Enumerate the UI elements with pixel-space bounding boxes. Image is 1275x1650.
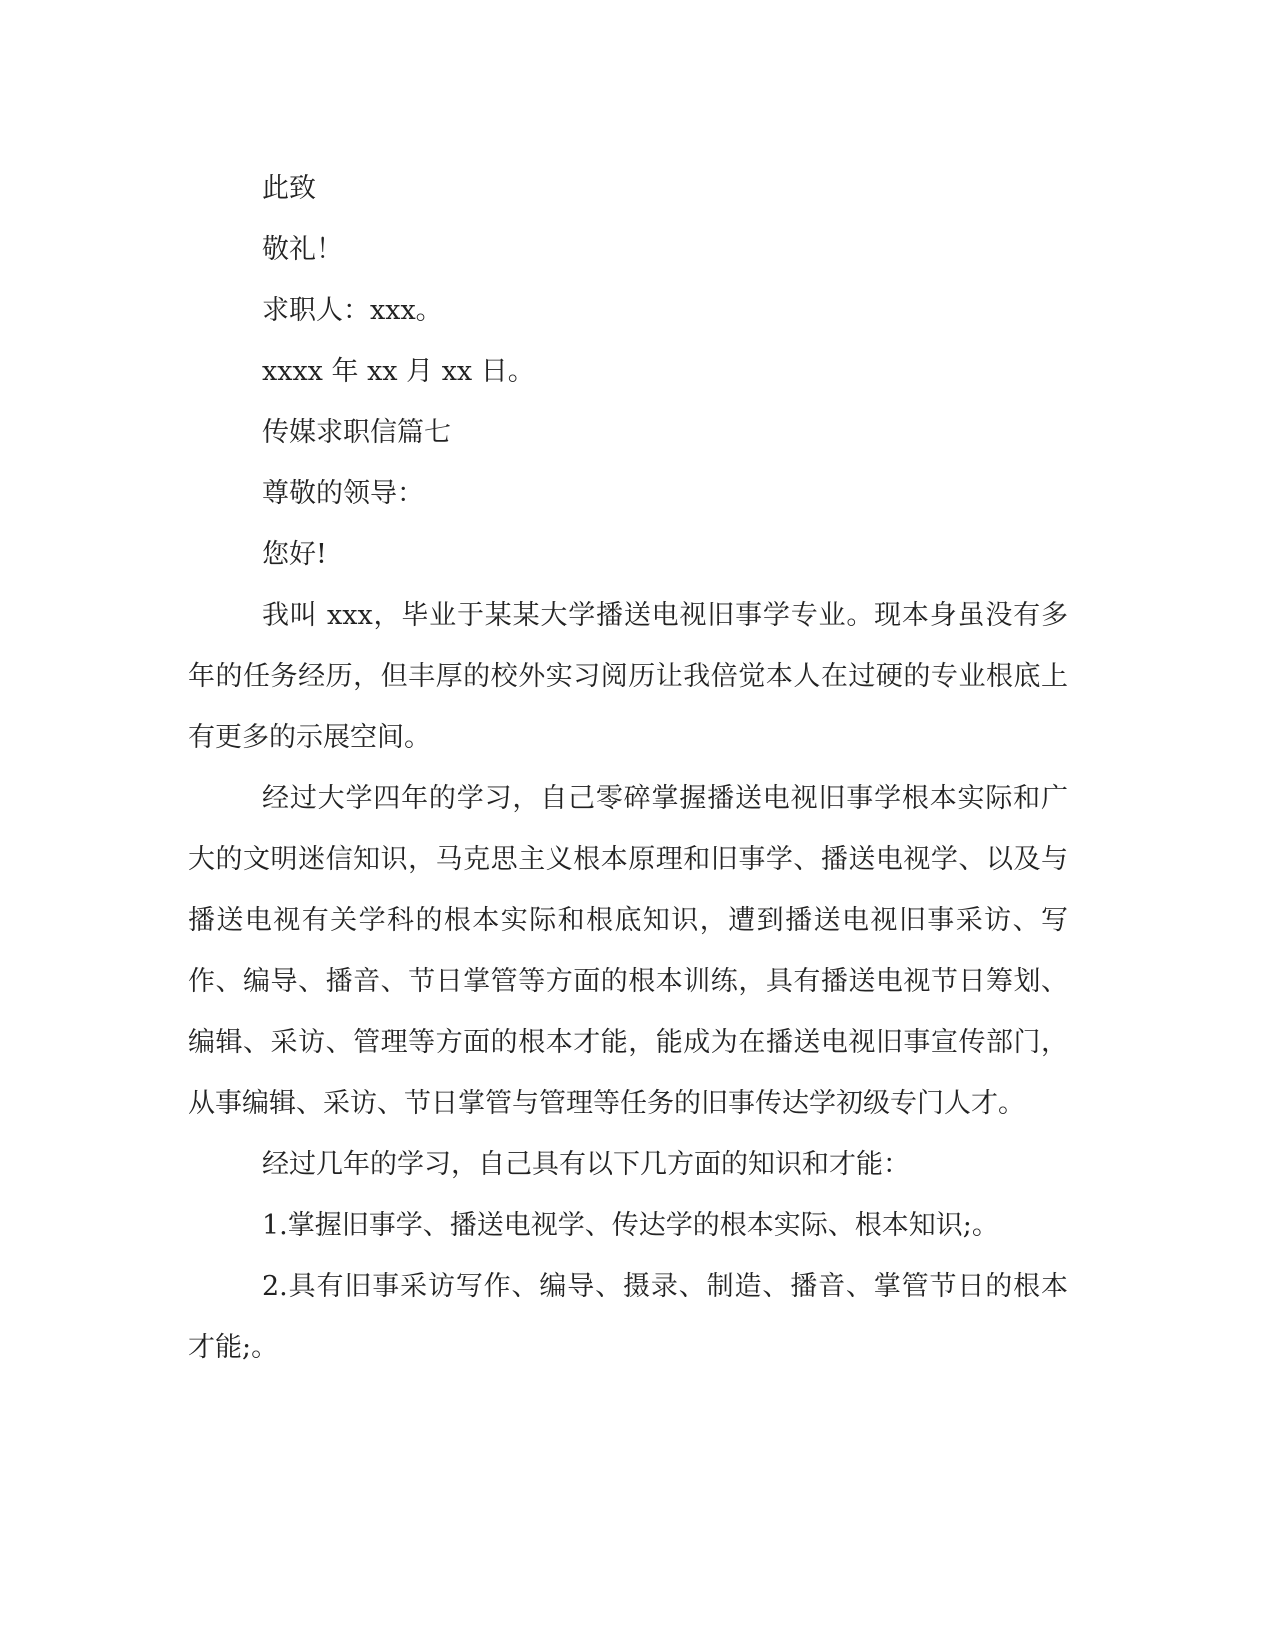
paragraph-intro: 我叫 xxx，毕业于某某大学播送电视旧事学专业。现本身虽没有多年的任务经历，但丰厚的校外实习阅历让我倍觉本人在过硬的专业根底上有更多的示展空间。 [188, 600, 1068, 753]
ability-item-1: 1.掌握旧事学、播送电视学、传达学的根本实际、根本知识;。 [262, 1210, 999, 1241]
closing-respect: 敬礼！ [262, 234, 343, 265]
letter-body [188, 158, 1068, 1378]
letter-date: xxxx 年 xx 月 xx 日。 [262, 356, 535, 387]
closing-salutation: 此致 [262, 173, 316, 204]
applicant-signature: 求职人：xxx。 [262, 295, 443, 326]
section-heading: 传媒求职信篇七 [262, 417, 451, 448]
paragraph-abilities-lead: 经过几年的学习，自己具有以下几方面的知识和才能： [262, 1149, 910, 1180]
paragraph-study: 经过大学四年的学习，自己零碎掌握播送电视旧事学根本实际和广大的文明迷信知识，马克思主义根本原理和旧事学、播送电视学、以及与播送电视有关学科的根本实际和根底知识，遭到播送电视旧事采访、写作、编导、播音、节日掌管等方面的根本训练，具有播送电视节日筹划、编辑、采访、管理等方面的根本才能，能成为在播送电视旧事宣传部门，从事编辑、采访、节日掌管与管理等任务的旧事传达学初级专门人才。 [188, 783, 1068, 1119]
greeting: 尊敬的领导： [262, 478, 424, 509]
hello: 您好! [262, 539, 327, 570]
ability-item-2: 2.具有旧事采访写作、编导、摄录、制造、播音、掌管节日的根本才能;。 [188, 1271, 1068, 1363]
